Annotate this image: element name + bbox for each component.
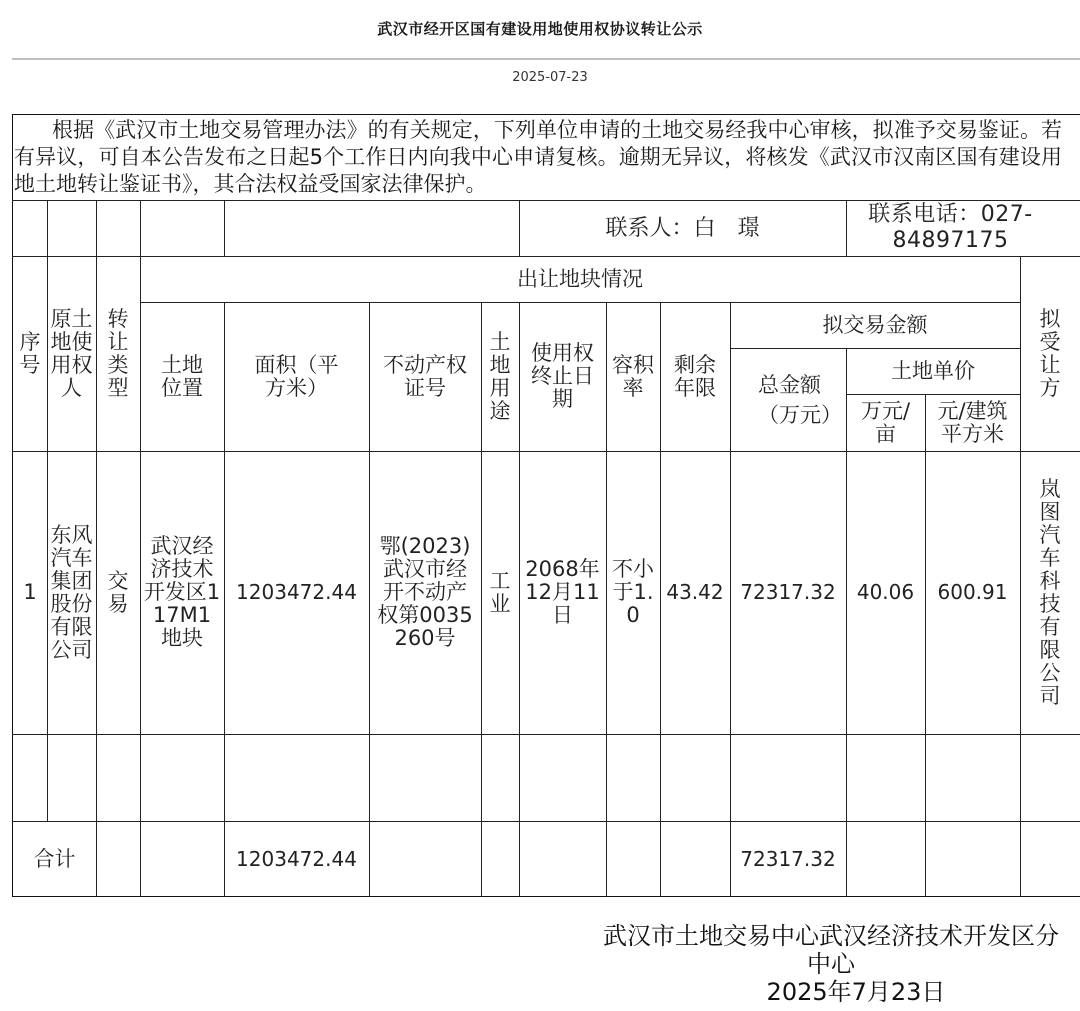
row-remaining-years: 43.42 <box>666 580 724 604</box>
issuer-org: 武汉市土地交易中心武汉经济技术开发区分中心 <box>603 922 1059 978</box>
header-plot-ratio: 容积率 <box>612 352 654 400</box>
row-per-sqm: 600.91 <box>937 580 1008 604</box>
header-end-date: 使用权终止日期 <box>531 341 594 411</box>
header-per-mu: 万元/亩 <box>860 398 911 446</box>
row-total-amount: 72317.32 <box>740 580 836 604</box>
row-seq: 1 <box>23 580 37 604</box>
header-area: 面积（平方米） <box>254 352 339 400</box>
rule <box>224 200 225 256</box>
rule <box>12 821 1080 822</box>
row-original-owner: 东风汽车集团股份有限公司 <box>50 522 93 662</box>
contact-phone: 联系电话：027-84897175 <box>868 202 1033 253</box>
row-per-mu: 40.06 <box>856 580 915 604</box>
row-transferee: 岚图汽车科技有限公司 <box>1039 476 1061 708</box>
rule <box>47 200 48 256</box>
notice-text: 根据《武汉市土地交易管理办法》的有关规定，下列单位申请的土地交易经我中心审核，拟准予交易鉴证。若有异议，可自本公告发布之日起5个工作日内向我中心申请复核。逾期无异议，将核发《武汉市汉南区国有建设用地土地转让鉴证书》，其合法权益受国家法律保护。 <box>14 118 1062 196</box>
page-title: 武汉市经开区国有建设用地使用权协议转让公示 <box>377 20 703 38</box>
contact-person: 联系人：白 璟 <box>605 215 760 241</box>
header-land-use: 土地用途 <box>489 329 511 423</box>
rule <box>140 200 141 256</box>
header-per-sqm: 元/建筑平方米 <box>937 398 1008 446</box>
rule <box>96 200 97 256</box>
rule <box>846 200 847 256</box>
header-cert-no: 不动产权证号 <box>383 352 467 400</box>
header-total-amount: 总金额（万元） <box>758 372 842 427</box>
header-transfer-type: 转让类型 <box>107 306 129 400</box>
header-seq: 序号 <box>19 329 41 377</box>
header-location: 土地位置 <box>161 352 203 400</box>
header-parcel-group: 出让地块情况 <box>517 266 643 291</box>
total-amount: 72317.32 <box>740 846 836 871</box>
row-location: 武汉经济技术开发区117M1地块 <box>143 534 221 650</box>
total-label: 合计 <box>33 846 76 871</box>
issuer-date: 2025年7月23日 <box>766 978 946 1006</box>
row-plot-ratio: 不小于1.0 <box>612 557 654 627</box>
row-area: 1203472.44 <box>236 580 357 604</box>
rule <box>12 734 1080 735</box>
header-amount-group: 拟交易金额 <box>822 312 928 337</box>
header-remaining-years: 剩余年限 <box>674 352 716 400</box>
total-area: 1203472.44 <box>236 846 357 871</box>
title-divider <box>12 58 1080 60</box>
header-unit-price-group: 土地单价 <box>891 358 975 383</box>
row-cert-no: 鄂(2023)武汉市经开不动产权第0035260号 <box>377 534 473 650</box>
header-original-owner: 原土地使用权人 <box>50 306 93 400</box>
issuer-block <box>596 922 1066 1006</box>
row-land-use: 工业 <box>489 568 511 616</box>
header-transferee: 拟受让方 <box>1039 306 1061 400</box>
row-end-date: 2068年12月11日 <box>525 557 600 627</box>
publish-date: 2025-07-23 <box>512 70 588 85</box>
row-transfer-type: 交易 <box>107 568 129 616</box>
